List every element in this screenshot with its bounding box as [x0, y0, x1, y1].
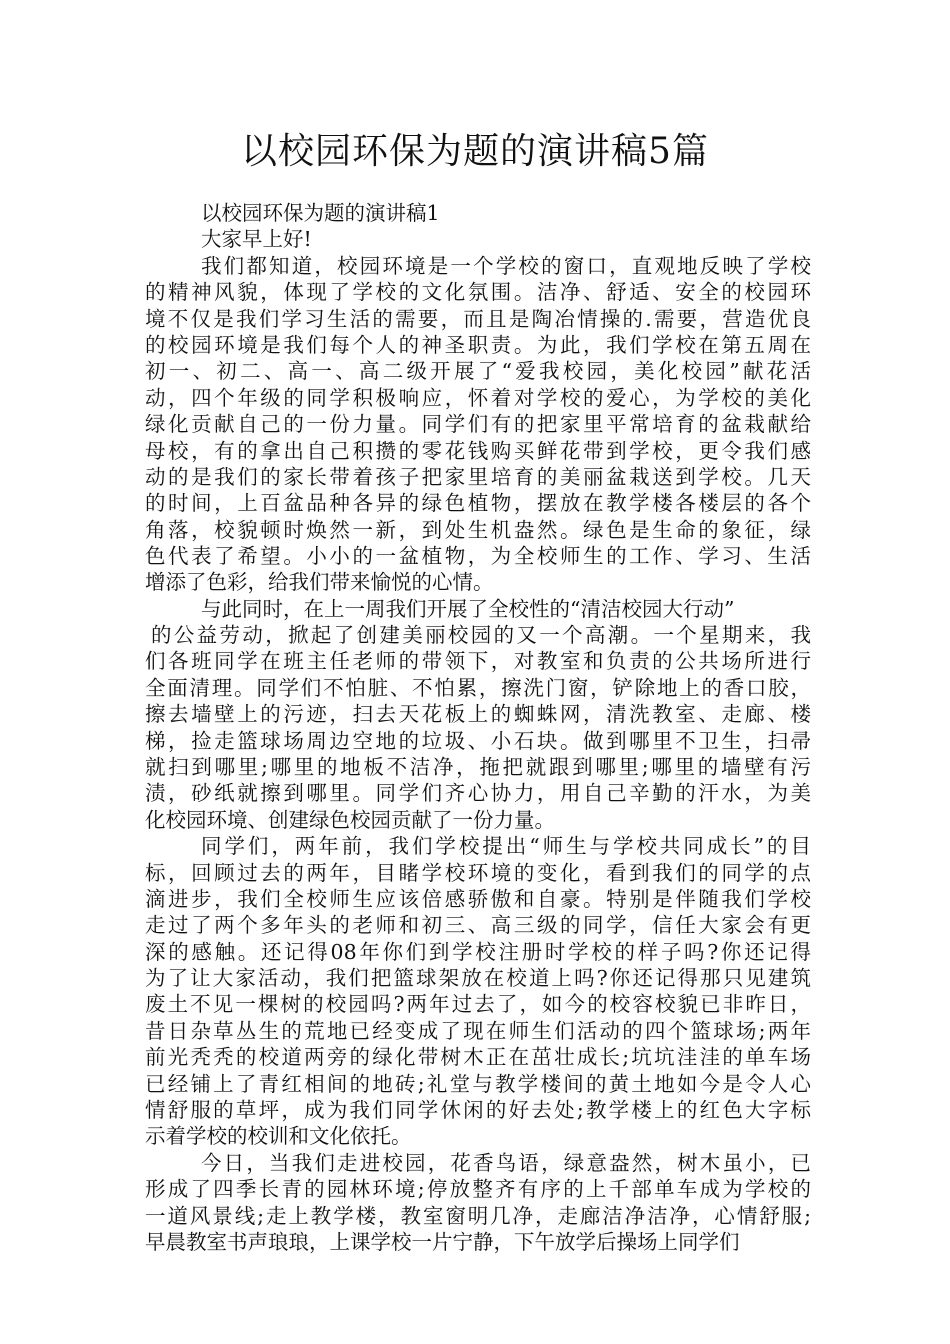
text-line: 全面清理。同学们不怕脏、不怕累，擦洗门窗，铲除地上的香口胶， [145, 675, 811, 700]
text-line: 一道风景线;走上教学楼，教室窗明几净，走廊洁净洁净，心情舒服; [145, 1203, 811, 1228]
page-title: 以校园环保为题的演讲稿5篇 [241, 131, 709, 172]
text-line: 大家早上好! [201, 227, 312, 252]
text-line: 标，回顾过去的两年，目睹学校环境的变化，看到我们的同学的点 [145, 860, 811, 885]
text-line: 擦去墙壁上的污迹，扫去天花板上的蜘蛛网，清洗教室、走廊、楼 [145, 702, 811, 727]
text-line: 的精神风貌，体现了学校的文化氛围。洁净、舒适、安全的校园环 [145, 280, 811, 305]
text-line: 前光秃秃的校道两旁的绿化带树木正在茁壮成长;坑坑洼洼的单车场 [145, 1045, 811, 1070]
text-line: 境不仅是我们学习生活的需要，而且是陶冶情操的.需要，营造优良 [145, 306, 811, 331]
text-line: 我们都知道，校园环境是一个学校的窗口，直观地反映了学校 [201, 253, 811, 278]
text-line: 渍，砂纸就擦到哪里。同学们齐心协力，用自己辛勤的汗水，为美 [145, 781, 811, 806]
text-line: 深的感触。还记得08年你们到学校注册时学校的样子吗?你还记得 [145, 939, 811, 964]
text-line: 以校园环保为题的演讲稿1 [201, 201, 440, 225]
text-line: 梯，捡走篮球场周边空地的垃圾、小石块。做到哪里不卫生，扫帚 [145, 728, 811, 753]
text-line: 走过了两个多年头的老师和初三、高三级的同学，信任大家会有更 [145, 913, 811, 938]
text-line: 色代表了希望。小小的一盆植物，为全校师生的工作、学习、生活 [145, 544, 811, 569]
text-line: 的时间，上百盆品种各异的绿色植物，摆放在教学楼各楼层的各个 [145, 491, 811, 516]
text-line: 已经铺上了青红相间的地砖;礼堂与教学楼间的黄土地如今是令人心 [145, 1071, 811, 1096]
text-line: 化校园环境、创建绿色校园贡献了一份力量。 [145, 807, 555, 832]
text-line: 增添了色彩，给我们带来愉悦的心情。 [145, 570, 494, 595]
text-line: 同学们，两年前，我们学校提出“师生与学校共同成长”的目 [201, 834, 811, 859]
document-body-part-1 [145, 200, 811, 622]
text-line: 情舒服的草坪，成为我们同学休闲的好去处;教学楼上的红色大字标 [145, 1098, 811, 1123]
text-line: 就扫到哪里;哪里的地板不洁净，拖把就跟到哪里;哪里的墙壁有污 [145, 754, 811, 779]
text-line: 为了让大家活动，我们把篮球架放在校道上吗?你还记得那只见建筑 [145, 966, 811, 991]
text-line: 初一、初二、高一、高二级开展了“爱我校园，美化校园”献花活 [145, 359, 811, 384]
text-line: 们各班同学在班主任老师的带领下，对教室和负责的公共场所进行 [145, 649, 811, 674]
text-line: 与此同时，在上一周我们开展了全校性的“清洁校园大行动” [201, 596, 735, 621]
text-line: 示着学校的校训和文化依托。 [145, 1124, 412, 1149]
text-line: 母校，有的拿出自己积攒的零花钱购买鲜花带到学校，更令我们感 [145, 438, 811, 463]
text-line: 今日，当我们走进校园，花香鸟语，绿意盎然，树木虽小，已 [201, 1150, 811, 1175]
text-line: 动，四个年级的同学积极响应，怀着对学校的爱心，为学校的美化 [145, 385, 811, 410]
text-line: 的校园环境是我们每个人的神圣职责。为此，我们学校在第五周在 [145, 332, 811, 357]
text-line: 早晨教室书声琅琅，上课学校一片宁静，下午放学后操场上同学们 [145, 1229, 740, 1254]
text-line: 动的是我们的家长带着孩子把家里培育的美丽盆栽送到学校。几天 [145, 464, 811, 489]
text-line: 角落，校貌顿时焕然一新，到处生机盎然。绿色是生命的象征，绿 [145, 517, 811, 542]
text-line: 昔日杂草丛生的荒地已经变成了现在师生们活动的四个篮球场;两年 [145, 1018, 811, 1043]
text-line: 的公益劳动，掀起了创建美丽校园的又一个高潮。一个星期来，我 [151, 623, 811, 647]
document-body-part-2 [145, 622, 811, 1255]
text-line: 废土不见一棵树的校园吗?两年过去了，如今的校容校貌已非昨日， [145, 992, 811, 1017]
text-line: 形成了四季长青的园林环境;停放整齐有序的上千部单车成为学校的 [145, 1177, 811, 1202]
text-line: 绿化贡献自己的一份力量。同学们有的把家里平常培育的盆栽献给 [145, 412, 811, 437]
text-line: 滴进步，我们全校师生应该倍感骄傲和自豪。特别是伴随我们学校 [145, 886, 811, 911]
